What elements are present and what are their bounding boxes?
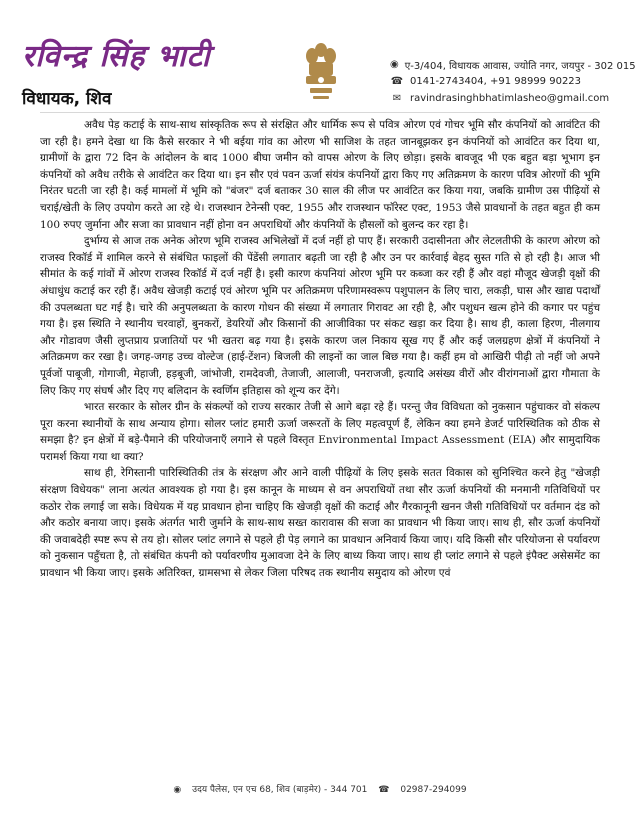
phone-icon: ☎: [390, 76, 404, 87]
designation: विधायक, शिव: [22, 89, 112, 109]
header-divider: [40, 112, 600, 113]
footer: [0, 782, 640, 795]
letterhead: [0, 0, 640, 110]
contact-phone: 0141-2743404, +91 98999 90223: [410, 76, 582, 87]
contact-phone-row: [390, 73, 630, 90]
contact-address: ए-3/404, विधायक आवास, ज्योति नगर, जयपुर - 302 015: [404, 60, 636, 72]
paragraph-1: अवैध पेड़ कटाई के साथ-साथ सांस्कृतिक रूप से संरक्षित और धार्मिक रूप से पवित्र ओरण एवं गोचर भूमि सौर कंपनियों को आवंटित की जा रही है। हमने देखा था कि कैसे सरकार ने भी बईया गांव का ओरण भी साजिश के तहत जानबूझकर इन कंपनियों को आवंटित कर दिया था, ग्रामीणों के द्वारा 72 दिन के आंदोलन के बाद 1000 बीघा जमीन को वापस ओरण के लिए छोड़ा। इसके बावजूद भी एक बहुत बड़ा भूभाग इन कंपनियों को अवैध तरीके से आवंटित कर दिया था। इन सौर एवं पवन ऊर्जा संयंत्र कंपनियों द्वारा किए गए अतिक्रमण के कारण पवित्र ओरणों की भूमि निरंतर घटती जा रही है। कई मामलों में भूमि को "बंजर" दर्ज बताकर 30 साल की लीज पर आवंटित कर किया गया, जबकि ग्रामीण उस पीढ़ियों से चराई/खेती के लिए उपयोग करते आ रहे थे। राजस्थान टेनेन्सी एक्ट, 1955 और राजस्थान फॉरेस्ट एक्ट, 1953 जैसे प्रावधानों के तहत बहुत ही कम 100 रुपए जुर्माना और सजा का प्रावधान नहीं होना वन अपराधियों और कंपनियों के हौसलों को बुलन्द कर रहा है।: [40, 119, 600, 231]
paragraph-2: दुर्भाग्य से आज तक अनेक ओरण भूमि राजस्व अभिलेखों में दर्ज नहीं हो पाए हैं। सरकारी उदासीनता और लेटलतीफी के कारण ओरण को राजस्व रिकॉर्ड में शामिल करने से संबंधित फाइलों की पेंडेंसी लगातार बढ़ती जा रही है और उन पर कार्रवाई बेहद सुस्त गति से हो रही है। आज भी सीमांत के कई गांवों में ओरण राजस्व रिकॉर्ड में दर्ज नहीं है। इसी कारण कंपनियां ओरण भूमि पर कब्जा कर रही हैं और वहां मौजूद खेजड़ी वृक्षों की अंधाधुंध कटाई कर रही हैं। अवैध खेजड़ी कटाई एवं ओरण भूमि पर अतिक्रमण परिणामस्वरूप पशुपालन के लिए चारा, लकड़ी, घास और खाद्य पदार्थों की उपलब्धता घट गई है। चारे की अनुपलब्धता के कारण गोधन की संख्या में लगातार गिरावट आ रही है, और पशुधन खत्म होने की कगार पर पहुंच गया है। इस स्थिति ने स्थानीय चरवाहों, बुनकरों, डेयरियों और किसानों की आजीविका पर संकट खड़ा कर दिया है। साथ ही, काला हिरण, नीलगाय और गोडावण जैसी लुप्तप्राय प्रजातियों पर भी खतरा बढ़ गया है। इसके कारण जल निकाय सूख गए हैं और कई जलग्रहण क्षेत्रों में कंपनियों ने अतिक्रमण कर रखा है। जगह-जगह उच्च वोल्टेज (हाई-टेंशन) बिजली की लाइनों का जाल बिछ गया है। कहीं हम वो आखिरी पीढ़ी तो नहीं जो अपने पूर्वजों पाबूजी, गोगाजी, मेहाजी, हड़बूजी, जांभोजी, रामदेवजी, तेजाजी, आलाजी, पनराजजी, इत्यादि असंख्य वीरों और वीरांगनाओं द्वारा गौमाता के लिए किए गए संघर्ष और दिए गए बलिदान के स्वर्णिम इतिहास को शून्य कर देंगे।: [40, 235, 600, 397]
contact-email: ravindrasinghbhatimlasheo@gmail.com: [410, 93, 610, 104]
mla-name: रविन्द्र सिंह भाटी: [22, 39, 211, 74]
email-icon: ✉: [392, 93, 402, 104]
phone-icon: ☎: [378, 785, 390, 795]
contact-info: [390, 56, 636, 107]
contact-address-row: [390, 56, 636, 73]
paragraph-3: भारत सरकार के सोलर ग्रीन के संकल्पों को राज्य सरकार तेजी से आगे बढ़ा रहे हैं। परन्तु जैव विविधता को नुकसान पहुंचाकर वो संकल्प पूरा करना स्थानीयों के साथ अन्याय होगा। सोलर प्लांट हमारी ऊर्जा जरूरतों के लिए महत्वपूर्ण हैं, लेकिन क्या हमने डेजर्ट पारिस्थितिक को ठीक से समझा है? इन क्षेत्रों में बड़े-पैमाने की परियोजनाएँ लगाने से पहले विस्तृत Environmental Impact Assessment (EIA) और सामुदायिक परामर्श किया गया था क्या?: [40, 401, 600, 463]
location-pin-icon: ◉: [173, 785, 182, 795]
contact-email-row: [390, 90, 630, 107]
footer-address: उदय पैलेस, एन एच 68, शिव (बाड़मेर) - 344 701: [192, 785, 368, 795]
state-emblem-icon: [300, 40, 342, 104]
letter-body: [40, 117, 600, 582]
footer-phone: 02987-294099: [400, 785, 467, 795]
location-pin-icon: ◉: [390, 59, 399, 70]
paragraph-4: साथ ही, रेगिस्तानी पारिस्थितिकी तंत्र के संरक्षण और आने वाली पीढ़ियों के लिए इसके सतत विकास को सुनिश्चित करने हेतु "खेजड़ी संरक्षण विधेयक" लाना अत्यंत आवश्यक हो गया है। इस कानून के माध्यम से वन अपराधियों तथा सौर ऊर्जा कंपनियों की मनमानी गतिविधियों पर कठोर रोक लगाई जा सके। विधेयक में यह प्रावधान होना चाहिए कि खेजड़ी वृक्षों की कटाई और गैरकानूनी खनन जैसी गतिविधियों पर वर्तमान दंड को और कठोर बनाया जाए। इसके अंतर्गत भारी जुर्माने के साथ-साथ सख्त कारावास की सजा का प्रावधान भी किया जाए। साथ ही, सौर ऊर्जा कंपनियों की जवाबदेही स्पष्ट रूप से तय हो। सोलर प्लांट लगाने से पहले ही पेड़ लगाने का प्रावधान अनिवार्य किया जाए। यदि किसी सौर परियोजना से पर्यावरण को नुकसान पहुँचता है, तो संबंधित कंपनी को पर्यावरणीय मुआवजा देने के लिए बाध्य किया जाए। साथ ही प्लांट लगाने से पहले इंपैक्ट असेसमेंट का प्रावधान भी किया जाए। इसके अतिरिक्त, ग्रामसभा से लेकर जिला परिषद तक स्थानीय समुदाय को ओरण एवं: [40, 467, 600, 580]
